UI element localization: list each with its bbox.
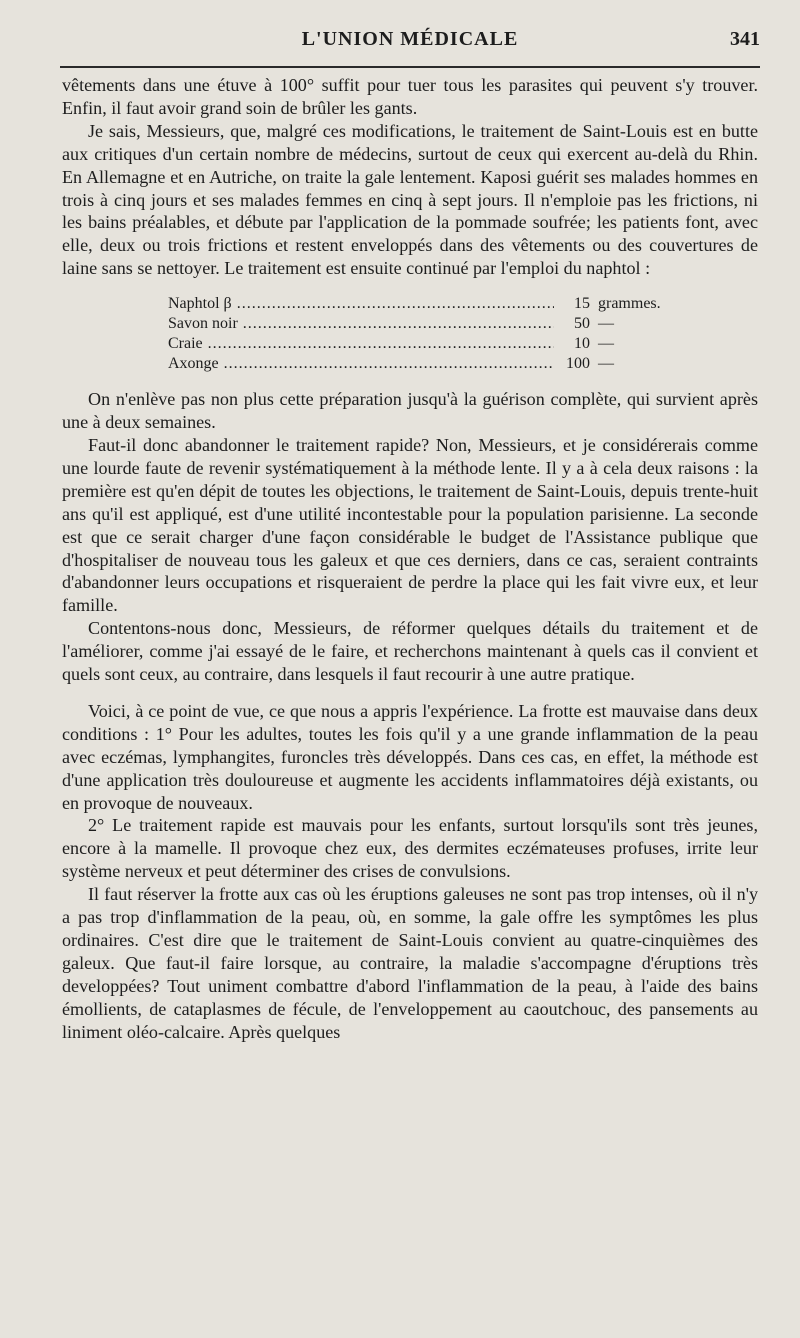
page-number: 341 — [730, 28, 760, 50]
recipe-row-savon — [168, 314, 688, 334]
recipe-ingredient: Naphtol β ..... — [168, 294, 554, 314]
recipe-unit: — — [598, 335, 614, 353]
recipe-quantity: 50 — [574, 315, 590, 333]
recipe-row-craie — [168, 334, 688, 354]
recipe-row-axonge — [168, 354, 688, 374]
paragraph-experience: Voici, à ce point de vue, ce que nous a appris l'expérience. La frotte est mauvaise dans deux conditions : 1° Pour les adultes, toutes les fois qu'il y a une grande inflammation de la peau avec eczémas, lymphangites, furoncles très développés. Dans ces cas, en effet, la méthode est d'une application très douloureuse et augmente les accidents inflammatoires déjà existants, ou en provoque de nouveaux. — [62, 700, 758, 813]
paragraph-contentons: Contentons-nous donc, Messieurs, de réformer quelques détails du traitement et de l'améliorer, comme j'ai essayé de le faire, et recherchons maintenant à quels cas il convient et quels sont ceux, au contraire, dans lesquels il faut recourir à une autre pratique. — [62, 618, 758, 685]
page-header — [60, 28, 760, 64]
recipe-row-naphtol — [168, 294, 688, 314]
running-title: L'UNION MÉDICALE — [301, 28, 519, 50]
recipe-quantity: 100 — [566, 355, 590, 373]
recipe-unit: — — [598, 315, 614, 333]
paragraph-gap — [62, 686, 758, 700]
paragraph-traitement-rapide: Faut-il donc abandonner le traitement rapide? Non, Messieurs, et je considérerais comme une lourde faute de revenir systématiquement à la méthode lente. Il y a à cela deux raisons : la première est qu'en dépit de toutes les objections, le traitement de Saint-Louis, depuis trente-huit ans qu'il est appliqué, est d'une utilité incontestable pour la population parisienne. La seconde est que ce serait charger d'une façon considérable le budget de l'Assistance publique que d'hospitaliser de nouveau tous les galeux et que ces derniers, dans ce cas, seraient contraints d'abandonner leurs occupations et risqueraient de perdre la place qui les fait vivre eux, et leur famille. — [62, 434, 758, 616]
paragraph-reserver-frotte: Il faut réserver la frotte aux cas où les éruptions galeuses ne sont pas trop intenses, où il n'y a pas trop d'inflammation de la peau, où, en somme, la gale offre les symptômes les plus ordinaires. C'est dire que le traitement de Saint-Louis convient au quatre-cinquièmes des galeux. Que faut-il faire lorsque, au contraire, la maladie s'accompagne d'éruptions très developpées? Tout uniment combattre d'abord l'inflammation de la peau, à l'aide des bains émollients, de cataplasmes de fécule, de l'enveloppement au caoutchouc, des pansements au liniment oléo-calcaire. Après quelques — [62, 884, 758, 1042]
recipe-ingredient: Savon noir ..... — [168, 314, 554, 334]
recipe-ingredient: Axonge ..... — [168, 354, 554, 374]
paragraph-enfants: 2° Le traitement rapide est mauvais pour les enfants, surtout lorsqu'ils sont très jeunes, encore à la mamelle. Il provoque chez eux, des dermites eczémateuses profuses, irrite leur système nerveux et peut déterminer des crises de convulsions. — [62, 815, 758, 882]
paragraph-kaposi: Je sais, Messieurs, que, malgré ces modifications, le traitement de Saint-Louis est en butte aux critiques d'un certain nombre de médecins, surtout de ceux qui exercent au-delà du Rhin. En Allemagne et en Autriche, on traite la gale lentement. Kaposi guérit ses malades hommes en trois à cinq jours et ses malades femmes en cinq à sept jours. Il n'emploie pas les frictions, ni les bains préalables, et débute par l'application de la pommade soufrée; les patients font, avec elle, deux ou trois frictions et restent enveloppés dans des vêtements ou des couvertures de laine sans se nettoyer. Le traitement est ensuite continué par l'emploi du naphtol : — [62, 120, 758, 279]
recipe-unit: — — [598, 355, 614, 373]
paragraph-preparation: On n'enlève pas non plus cette préparation jusqu'à la guérison complète, qui survient après une à deux semaines. — [62, 389, 758, 433]
recipe-quantity: 15 — [574, 295, 590, 313]
body-text — [62, 74, 758, 1044]
recipe-unit: grammes. — [598, 295, 661, 313]
paragraph-continuation: vêtements dans une étuve à 100° suffit pour tuer tous les parasites qui peuvent s'y trouver. Enfin, il faut avoir grand soin de brûler les gants. — [62, 75, 758, 118]
recipe-quantity: 10 — [574, 335, 590, 353]
header-rule — [60, 66, 760, 68]
recipe-table — [168, 294, 688, 374]
recipe-ingredient: Craie ..... — [168, 334, 554, 354]
